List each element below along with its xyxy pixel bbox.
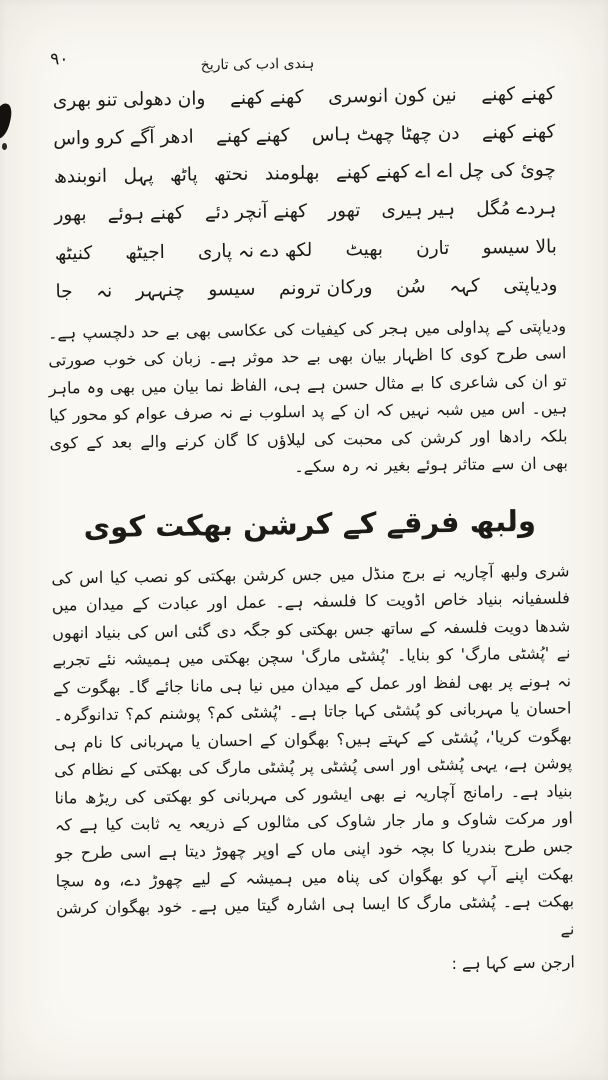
poem-segment: کھنے کھنے [481, 83, 555, 106]
poem-line [54, 159, 556, 189]
poem-segment: تھور [328, 200, 361, 223]
page-content [44, 38, 575, 983]
poem-segment: کھنے ہوئے [107, 203, 184, 226]
book-title: ہندی ادب کی تاریخ [200, 55, 315, 74]
poem-segment: بھیٹ [345, 238, 384, 260]
poem-segment: کھنے کھنے [229, 87, 304, 110]
poem-block [53, 82, 558, 303]
poem-segment: نحتھ [213, 164, 249, 186]
poem-segment: جا [55, 280, 73, 303]
page-number: ۹۰ [50, 49, 69, 70]
poem-segment: چوئ کی چل اے اے کھنے کھنے [335, 159, 556, 184]
poem-line [55, 273, 557, 303]
poem-segment: سُن [395, 275, 426, 298]
poem-segment: وان دھولی تنو بھری [52, 88, 206, 112]
poem-segment: ورکان ترونم [278, 276, 373, 299]
section-heading: ولبھ فرقے کے کرشن بھکت کوی [83, 503, 537, 544]
poem-segment: اجیٹھ [125, 241, 165, 263]
poem-line [53, 121, 555, 151]
poem-segment: نہ [96, 280, 113, 302]
poem-segment: بھور [54, 204, 87, 226]
ink-speck-artifact [2, 143, 7, 150]
poem-segment: ادھر آگے کرو واس [53, 126, 194, 150]
poem-segment: ہردے مُگل [476, 197, 557, 220]
poem-segment: پہل [123, 165, 154, 187]
poem-segment: چنہہر [135, 279, 185, 301]
poem-segment: ودیاپتی [503, 274, 558, 296]
poem-segment: بالا سیسو [482, 235, 558, 259]
poem-segment: کھنے کھنے [481, 121, 556, 144]
poem-segment: کنیٹھ [54, 242, 93, 264]
poem-segment: کھنے کھنے [215, 125, 290, 148]
poem-segment: نین کون انوسری [327, 84, 457, 108]
poem-segment: بھلومند [264, 163, 320, 185]
poem-segment: انوبندھ [53, 165, 108, 188]
poem-line [54, 197, 556, 227]
paragraph-2: شری ولبھ آچاریہ نے برج منڈل میں جس کرشن بھکتی کو نصب کیا اس کی فلسفیانہ بنیاد خاص اڈویت کا فلسفہ ہے۔ عمل اور عبادت کے میدان میں شدھا دویت فلسفہ کے ساتھ جس بھکتی کو جگہ دی گئی اس کی بنیاد انھوں نے 'پُشٹی مارگ' کو بنایا۔ 'پُشٹی مارگ' سچن بھکتی میں ہمیشہ نئے تجربے نہ ہونے پر بھی لفظ اور عمل کے میدان میں نیا ہی مانا جائے گا۔ بھگوت کے احسان یا مہربانی کو پُشٹی کہا جاتا ہے۔ 'پُشٹی کم؟ پوشنم کم؟ تدانوگرہ۔ بھگوت کریا'، پُشٹی کے کہتے ہیں؟ بھگوان کے احسان یا مہربانی کا نام ہی پوشن ہے، یہی پُشٹی اور اسی پُشٹی پر پُشٹی مارگ کی بھکتی کے نظام کی بنیاد ہے۔ رامانج آچاریہ نے بھی ایشور کی مہربانی کو بھکتی کی ریڑھ مانا اور مرکت شاوک و مار جار شاوک کی مثالوں کے ذریعہ یہ ثابت کیا ہے کہ جس طرح بندریا کا بچہ خود اپنی ماں کے اوپر چھوڑ دیتا ہے اسی طرح جو بھکت اپنے آپ کو بھگوان کی پناہ میں ہمیشہ کے لیے چھوڑ دے، وہ سچا بھکت ہے۔ پُشٹی مارگ کا ایسا ہی اشارہ گیتا میں ہے۔ خود بھگوان کرشن نے [51, 561, 575, 939]
poem-line [55, 235, 557, 265]
poem-segment: لکھ دے نہ پاری [197, 239, 313, 262]
poem-segment: پاٹھ [169, 164, 198, 187]
poem-segment: کہہ [449, 275, 480, 297]
poem-segment: کھنے آنچر دئے [204, 201, 308, 224]
poem-segment: دن چھٹا چھٹ ہاس [311, 122, 460, 147]
poem-line [53, 82, 555, 112]
closing-line: ارجن سے کہا ہے : [451, 952, 576, 974]
poem-segment: تارن [415, 237, 450, 259]
poem-segment: ہیر ہیری [381, 199, 456, 222]
paragraph-1: ودیاپتی کے پداولی میں ہجر کی کیفیات کی عکاسی بھی بے حد دلچسپ ہے۔ اسی طرح کوی کا اظہار بیان بھی بے حد موثر ہے۔ زبان کی خوب صورتی تو ان کی شاعری کا بے مثال حسن ہے ہی، الفاظ نما بیان میں بھی وہ ماہر ہیں۔ اس میں شبہ نہیں کہ ان کے پد اسلوب نے نہ صرف عوام کو محور کیا بلکہ رادھا اور کرشن کی محبت کی لیلاؤں کا گان کرنے والے بعد کے کوی بھی ان سے متاثر ہوئے بغیر نہ رہ سکے۔ [47, 316, 569, 477]
poem-segment: سیسو [208, 278, 256, 300]
running-header [44, 38, 562, 79]
ink-blot-artifact [0, 102, 14, 141]
